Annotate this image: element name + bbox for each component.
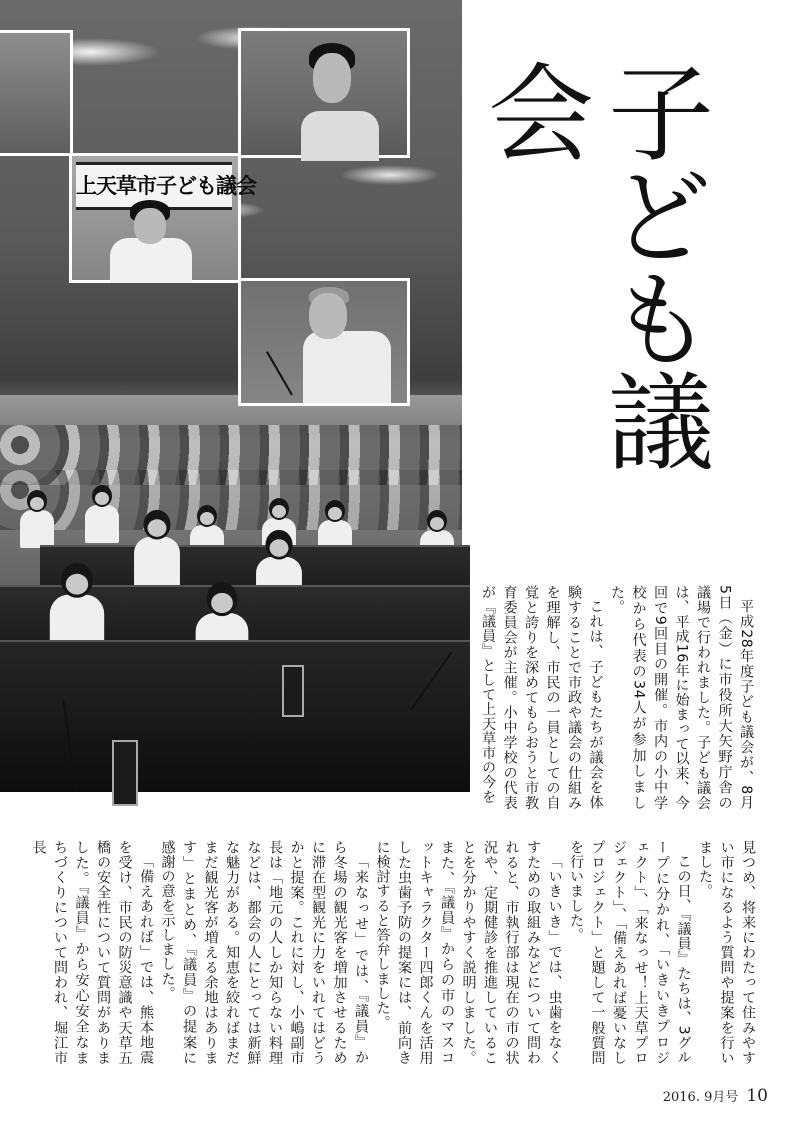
student-figure — [134, 510, 180, 588]
banner-text: 上天草市子ども議会 — [76, 162, 232, 210]
page-footer — [663, 1086, 768, 1106]
paragraph: 平成28年度子ども議会が、8月5日（金）に市役所大矢野庁舎の議場で行われました。子ども議会は、平成16年に始まって以来、今回で9回目の開催。市内の小中学校から代表の34人が参加しました。 — [609, 585, 754, 810]
student-figure — [85, 485, 119, 543]
article-title: 子ども議会 — [471, 58, 714, 470]
paragraph: 見つめ、将来にわたって住みやすい市になるよう質問や提案を行いました。 — [697, 840, 756, 1065]
article-column-top — [480, 585, 756, 810]
front-desk — [0, 640, 470, 792]
article-column-bottom — [30, 840, 758, 1065]
inset-photo-hall — [0, 30, 73, 156]
audience-gallery-row-2 — [0, 470, 462, 530]
paragraph: これは、子どもたちが議会を体験することで市政や議会の仕組みを理解し、市民の一員としての自覚と誇りを深めてもらおうと市教育委員会が主催。小中学校の代表が『議員』として上天草市の今を — [480, 585, 604, 810]
paragraph: 「来なっせ」では、『議員』から冬場の観光客を増加させるために滞在型観光に力をいれてはどうかと提案。これに対し、小嶋副市長は「地元の人しか知らない料理などは、都会の人にとっては新鮮な魅力がある。知恵を絞ればまだまだ観光客が増える余地はあります」とまとめ、『議員』の提案に感謝の意を示しました。 — [159, 840, 369, 1065]
student-figure — [20, 490, 54, 548]
issue-label: 2016. 9月号 — [662, 1090, 739, 1105]
nameplate — [112, 740, 138, 806]
inset-photo-official — [238, 278, 410, 406]
paragraph: 「備えあれば」では、熊本地震を受け、市民の防災意識や天草五橋の安全性について質問がありました。『議員』から安心安全なまちづくりについて問われ、堀江市長 — [30, 840, 154, 1065]
nameplate — [282, 665, 304, 717]
page-number: 10 — [746, 1086, 768, 1106]
paragraph: この日、『議員』たちは、3グループに分かれ、「いきいきプロジェクト」、「来なっせ！上天草プロジェクト」、「備えあれば憂いなしプロジェクト」と題して一般質問を行いました。 — [568, 840, 692, 1065]
inset-photo-student-speaker — [69, 153, 256, 283]
paragraph: 「いきいき」では、虫歯をなくすための取組みなどについて問われると、市執行部は現在の市の状況や、定期健診を推進していることを分かりやすく説明しました。また、『議員』からの市のマスコットキャラクター四郎くんを活用した虫歯予防の提案には、前向きに検討すると答弁しました。 — [374, 840, 563, 1065]
inset-photo-speaker — [238, 28, 410, 158]
assembly-hall-photo — [0, 0, 462, 790]
